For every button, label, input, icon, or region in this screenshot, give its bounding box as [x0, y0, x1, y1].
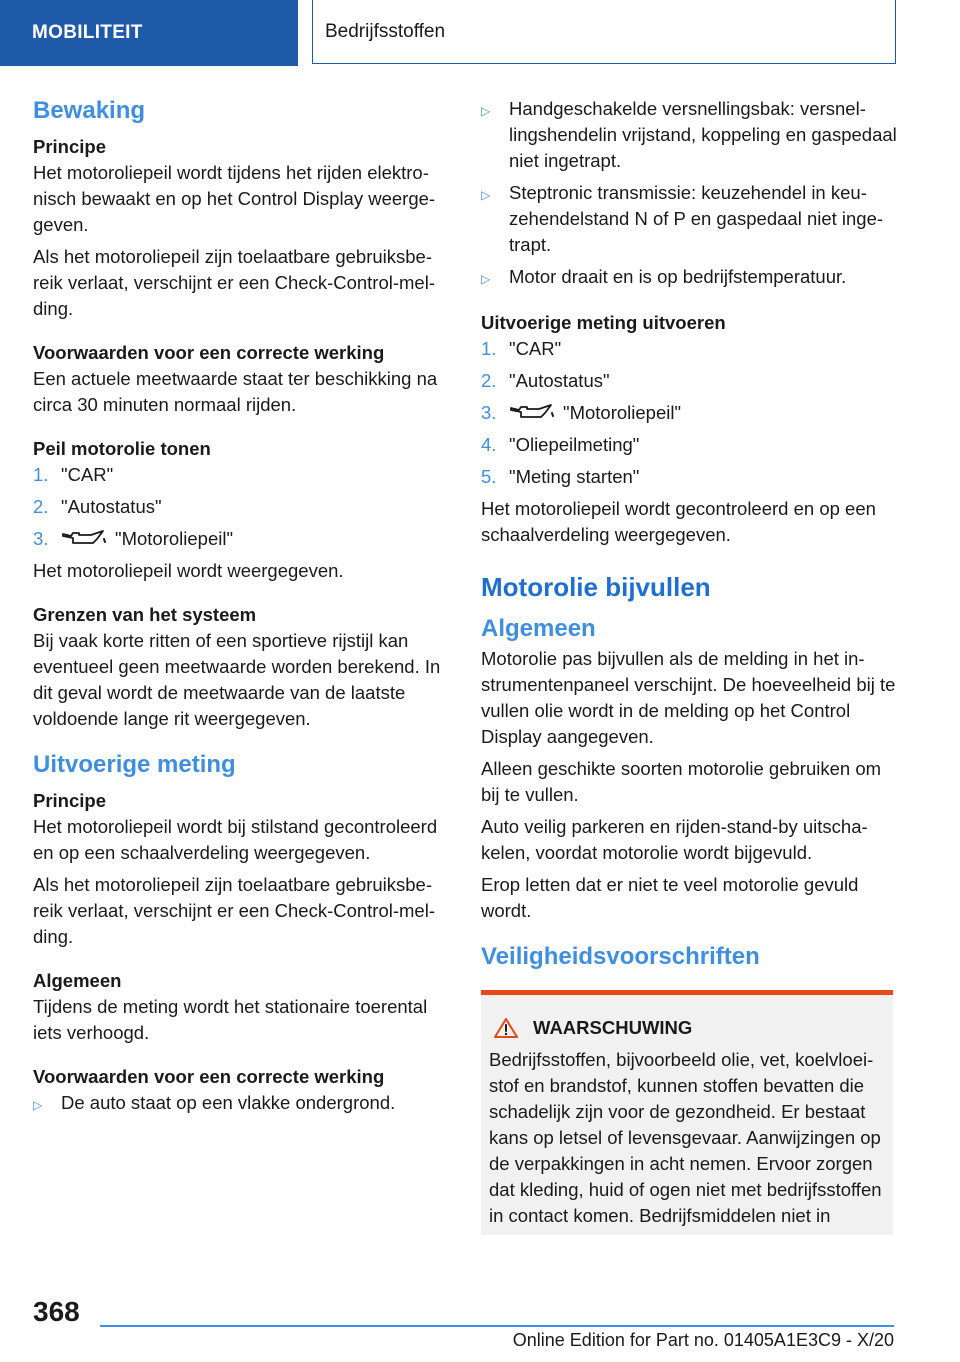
step-text: "CAR"	[61, 464, 114, 485]
step-text: "Autostatus"	[61, 496, 162, 517]
paragraph: Als het motoroliepeil zijn toelaatbare gebruiksbereik verlaat, verschijnt er een Check-Control-melding.	[33, 874, 436, 947]
right-column	[481, 96, 901, 1235]
step-number: 3.	[33, 528, 49, 549]
paragraph: Het motoroliepeil wordt tijdens het rijden elektronisch bewaakt en op het Control Display weergegeven.	[33, 162, 436, 235]
paragraph: Als het motoroliepeil zijn toelaatbare gebruiksbereik verlaat, verschijnt er een Check-Control-melding.	[33, 246, 436, 319]
list-item	[481, 464, 901, 490]
subheading-uitvoeren: Uitvoerige meting uitvoeren	[481, 312, 726, 333]
left-column	[33, 96, 453, 1124]
subheading-grenzen: Grenzen van het systeem	[33, 604, 257, 625]
bullet-text: Handgeschakelde versnellingsbak: versnellingshendelin vrijstand, koppeling en gaspedaal niet ingetrapt.	[509, 98, 897, 171]
paragraph: Auto veilig parkeren en rijden-stand-by uitschakelen, voordat motorolie wordt bijgevuld.	[481, 816, 868, 863]
paragraph: Het motoroliepeil wordt gecontroleerd en op een schaalverdeling weergegeven.	[481, 498, 876, 545]
subheading-peil-tonen: Peil motorolie tonen	[33, 438, 211, 459]
list-item	[481, 264, 901, 292]
paragraph: Het motoroliepeil wordt weergegeven.	[33, 560, 344, 581]
warning-title	[489, 1015, 885, 1041]
bullet-text: De auto staat op een vlakke ondergrond.	[61, 1092, 396, 1113]
paragraph: Bij vaak korte ritten of een sportieve rijstijl kan eventueel geen meetwaarde worden berekend. In dit geval wordt de meetwaarde van de laatste voldoende lange rit weergegeven.	[33, 630, 441, 729]
paragraph: Het motoroliepeil wordt bij stilstand gecontroleerd en op een schaalverdeling weergegeven.	[33, 816, 438, 863]
subheading-voorwaarden: Voorwaarden voor een correcte werking	[33, 1066, 385, 1087]
list-item	[481, 96, 901, 174]
paragraph: Alleen geschikte soorten motorolie gebruiken om bij te vullen.	[481, 758, 882, 805]
step-number: 4.	[481, 434, 497, 455]
step-text: "Motoroliepeil"	[563, 402, 682, 423]
oil-can-icon	[509, 403, 555, 421]
bullet-text: Steptronic transmissie: keuzehendel in keuzehendelstand N of P en gaspedaal niet ingetrapt.	[509, 182, 884, 255]
paragraph: Motorolie pas bijvullen als de melding in het instrumentenpaneel verschijnt. De hoeveelheid bij te vullen olie wordt in de melding op het Control Display aangegeven.	[481, 648, 896, 747]
step-text: "CAR"	[509, 338, 562, 359]
paragraph: Erop letten dat er niet te veel motorolie gevuld wordt.	[481, 874, 859, 921]
heading-algemeen: Algemeen	[481, 615, 596, 642]
step-number: 5.	[481, 466, 497, 487]
step-number: 2.	[481, 370, 497, 391]
step-number: 3.	[481, 402, 497, 423]
list-item	[481, 432, 901, 458]
subheading-voorwaarden: Voorwaarden voor een correcte werking	[33, 342, 385, 363]
warning-box	[481, 990, 893, 1235]
triangle-bullet-icon: ▷	[33, 1098, 43, 1112]
heading-veiligheidsvoorschriften: Veiligheidsvoorschriften	[481, 943, 760, 970]
warning-text: Bedrijfsstoffen, bijvoorbeeld olie, vet, koelvloeistof en brandstof, kunnen stoffen bevatten die schadelijk zijn voor de gezondheid. Er bestaat kans op letsel of levensgevaar. Aanwijzingen op de verpakkingen in acht nemen. Ervoor zorgen dat kleding, huid of ogen niet met bedrijfsstoffen in contact komen. Bedrijfsmiddelen niet in	[489, 1049, 882, 1226]
subheading-algemeen: Algemeen	[33, 970, 122, 991]
heading-motorolie-bijvullen: Motorolie bijvullen	[481, 572, 711, 602]
triangle-bullet-icon: ▷	[481, 272, 491, 286]
triangle-bullet-icon: ▷	[481, 104, 491, 118]
step-text: "Oliepeilmeting"	[509, 434, 640, 455]
list-item	[481, 180, 901, 258]
list-item	[33, 1090, 453, 1118]
warning-triangle-icon	[493, 1017, 519, 1039]
footer-edition: Online Edition for Part no. 01405A1E3C9 - X/20	[512, 1330, 894, 1350]
step-number: 1.	[33, 464, 49, 485]
warning-label: WAARSCHUWING	[533, 1017, 693, 1038]
section-tab: MOBILITEIT	[0, 0, 298, 66]
list-item	[481, 400, 901, 426]
step-text: "Meting starten"	[509, 466, 640, 487]
heading-uitvoerige-meting: Uitvoerige meting	[33, 751, 236, 778]
list-item	[33, 494, 453, 520]
list-item	[33, 526, 453, 552]
steps-list	[33, 462, 453, 552]
steps-list	[481, 336, 901, 490]
step-number: 2.	[33, 496, 49, 517]
subheading-principe: Principe	[33, 136, 106, 157]
subheading-principe: Principe	[33, 790, 106, 811]
page-header	[0, 0, 960, 66]
step-number: 1.	[481, 338, 497, 359]
list-item	[481, 336, 901, 362]
bullet-list	[481, 96, 901, 292]
paragraph: Een actuele meetwaarde staat ter beschikking na circa 30 minuten normaal rijden.	[33, 368, 438, 415]
chapter-tab: Bedrijfsstoffen	[312, 0, 896, 64]
step-text: "Autostatus"	[509, 370, 610, 391]
paragraph: Tijdens de meting wordt het stationaire toerental iets verhoogd.	[33, 996, 428, 1043]
triangle-bullet-icon: ▷	[481, 188, 491, 202]
bullet-text: Motor draait en is op bedrijfstemperatuur.	[509, 266, 847, 287]
footer-divider	[100, 1325, 894, 1327]
list-item	[481, 368, 901, 394]
list-item	[33, 462, 453, 488]
page-number: 368	[33, 1296, 80, 1327]
heading-bewaking: Bewaking	[33, 97, 146, 124]
oil-can-icon	[61, 529, 107, 547]
bullet-list	[33, 1090, 453, 1118]
step-text: "Motoroliepeil"	[115, 528, 234, 549]
